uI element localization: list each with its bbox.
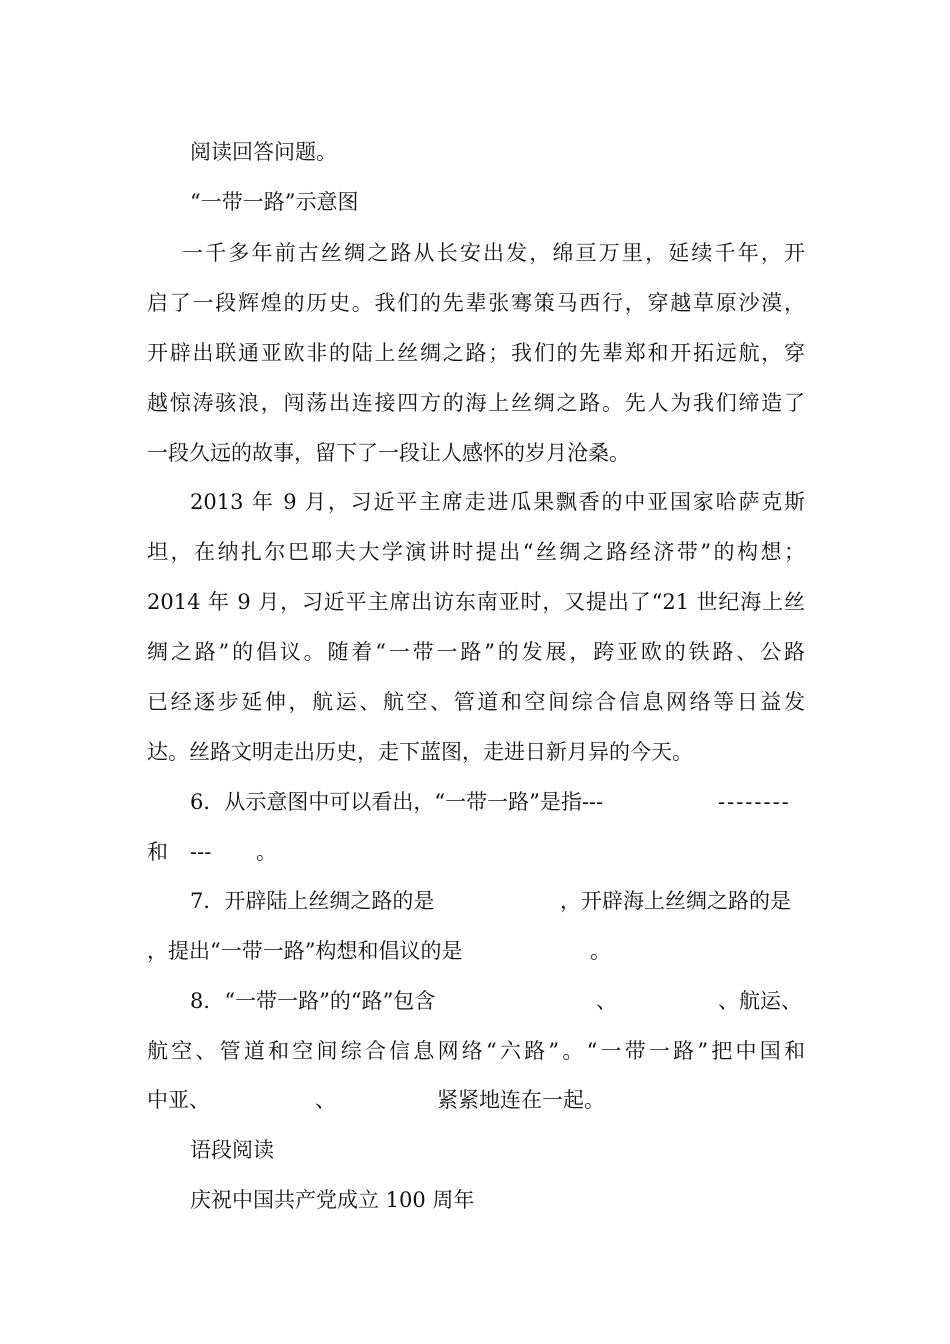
question-7-part-a: 7．开辟陆上丝绸之路的是 [190,889,435,913]
paragraph-line: 开辟出联通亚欧非的陆上丝绸之路；我们的先辈郑和开拓远航，穿 [147,341,805,365]
question-8-part-a: 8．“一带一路”的“路”包含 [190,989,436,1013]
heading: 阅读回答问题。 [190,140,337,164]
question-6-end: 。 [256,840,277,864]
question-7-part-b: ，开辟海上丝绸之路的是 [560,889,791,913]
map-title: “一带一路”示意图 [190,190,359,214]
paragraph-line: 绸之路”的倡议。随着“一带一路”的发展，跨亚欧的铁路、公路 [147,640,805,664]
paragraph-line: 坦，在纳扎尔巴耶夫大学演讲时提出“丝绸之路经济带”的构想； [147,540,805,564]
question-6-text: 6．从示意图中可以看出，“一带一路”是指--- [190,790,604,814]
question-8-sep: 、航运、 [718,989,802,1013]
answer-blank: -------- [718,790,791,814]
paragraph-line: 一千多年前古丝绸之路从长安出发，绵亘万里，延续千年，开 [182,241,805,265]
question-8-line: 航空、管道和空间综合信息网络“六路”。“一带一路”把中国和 [147,1039,805,1063]
paragraph-line: 启了一段辉煌的历史。我们的先辈张骞策马西行，穿越草原沙漠， [147,291,805,315]
question-7-end: 。 [590,939,611,963]
question-7-part-c: ，提出“一带一路”构想和倡议的是 [147,939,463,963]
question-6-and: 和 [147,840,168,864]
question-8-sep: 、 [315,1088,336,1112]
question-8-sep: 、 [596,989,617,1013]
paragraph-line: 达。丝路文明走出历史，走下蓝图，走进日新月异的今天。 [147,740,693,764]
question-8-end: 紧紧地连在一起。 [437,1088,605,1112]
section-heading: 语段阅读 [190,1138,274,1162]
question-8-part-c: 中亚、 [147,1088,210,1112]
paragraph-line: 2013 年 9 月，习近平主席走进瓜果飘香的中亚国家哈萨克斯 [190,490,805,514]
answer-blank: --- [190,840,212,864]
paragraph-line: 越惊涛骇浪，闯荡出连接四方的海上丝绸之路。先人为我们缔造了 [147,391,805,415]
section-title: 庆祝中国共产党成立 100 周年 [190,1188,475,1212]
paragraph-line: 一段久远的故事，留下了一段让人感怀的岁月沧桑。 [147,441,630,465]
paragraph-line: 已经逐步延伸，航运、航空、管道和空间综合信息网络等日益发 [147,690,805,714]
paragraph-line: 2014 年 9 月，习近平主席出访东南亚时，又提出了“21 世纪海上丝 [147,590,805,614]
